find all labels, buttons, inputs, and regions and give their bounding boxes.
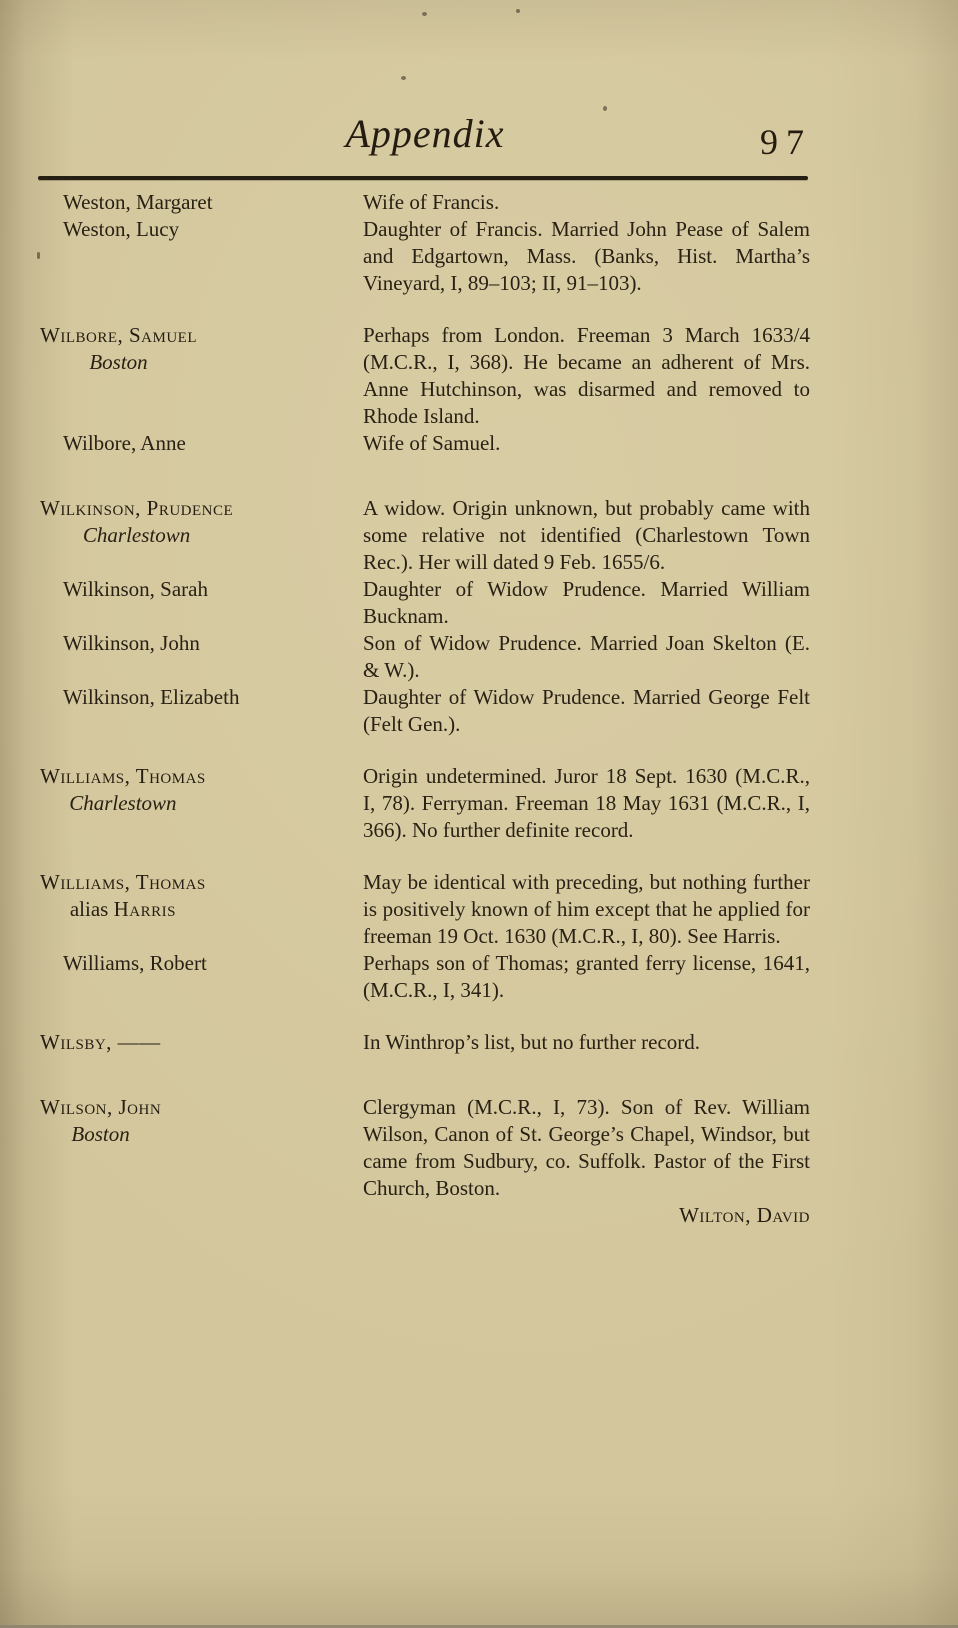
entry-description: Perhaps son of Thomas; granted ferry license, 1641, (M.C.R., I, 341). <box>363 951 810 1002</box>
entry-name-cell <box>40 684 363 711</box>
entry-head <box>40 1029 161 1056</box>
entry-subline <box>40 1121 161 1148</box>
entry-row <box>40 684 810 738</box>
entry-description: In Winthrop’s list, but no further record. <box>363 1030 701 1054</box>
entry-name: Wilkinson, Sarah <box>63 577 208 601</box>
entry-row <box>40 430 810 457</box>
entry-description: Origin undetermined. Juror 18 Sept. 1630 (M.C.R., I, 78). Ferryman. Freeman 18 May 1631 (M.C.R., I, 366). No further definite record. <box>363 764 810 842</box>
entry-name-cell <box>40 950 363 977</box>
entry-subline-prefix: alias <box>69 897 114 921</box>
entry-head <box>40 495 233 549</box>
entry-subline-text: Charlestown <box>82 523 191 547</box>
entry-name-cell <box>40 869 363 923</box>
entry-head <box>40 763 206 817</box>
entry-name: Williams, Thomas <box>40 764 206 788</box>
entry-row <box>40 576 810 630</box>
entry-description: May be identical with preceding, but nothing further is positively known of him except that he applied for freeman 19 Oct. 1630 (M.C.R., I, 80). See Harris. <box>363 870 810 948</box>
entry-row <box>40 950 810 1004</box>
entry-name: Wilkinson, Prudence <box>40 496 234 520</box>
entry-group <box>40 495 810 738</box>
entry-subline-text: Boston <box>71 1122 130 1146</box>
continuation-name: Wilton, David <box>679 1203 810 1227</box>
entry-group <box>40 189 810 297</box>
entry-description: Daughter of Francis. Married John Pease of Salem and Edgartown, Mass. (Banks, Hist. Martha’s Vineyard, I, 89–103; II, 91–103). <box>363 217 810 295</box>
entry-name: Wilbore, Anne <box>63 431 186 455</box>
entries-list <box>40 189 810 1254</box>
entry-row <box>40 630 810 684</box>
entry-subline-text: Boston <box>89 350 148 374</box>
entry-name-cell <box>40 216 363 243</box>
entry-subline <box>40 522 233 549</box>
entry-group <box>40 763 810 844</box>
entry-name: Williams, Thomas <box>40 870 206 894</box>
page-number: 97 <box>760 122 812 162</box>
entry-row <box>40 189 810 216</box>
entry-name: Wilbore, Samuel <box>40 323 197 347</box>
entry-group <box>40 1094 810 1229</box>
entry-subline-text: Charlestown <box>69 791 177 815</box>
entry-row <box>40 1094 810 1202</box>
entry-description: Daughter of Widow Prudence. Married George Felt (Felt Gen.). <box>363 685 810 736</box>
entry-description: Daughter of Widow Prudence. Married William Bucknam. <box>363 577 810 628</box>
paper-speck <box>603 106 607 111</box>
entry-subline <box>40 790 206 817</box>
entry-description: Clergyman (M.C.R., I, 73). Son of Rev. William Wilson, Canon of St. George’s Chapel, Windsor, but came from Sudbury, co. Suffolk. Pastor of the First Church, Boston. <box>363 1095 810 1200</box>
entry-head <box>40 1094 161 1148</box>
paper-speck <box>516 9 520 13</box>
entry-row <box>40 216 810 297</box>
entry-name: Weston, Margaret <box>63 190 213 214</box>
entry-description: Perhaps from London. Freeman 3 March 1633/4 (M.C.R., I, 368). He became an adherent of Mrs. Anne Hutchinson, was disarmed and removed to Rhode Island. <box>363 323 810 428</box>
entry-name-cell <box>40 322 363 376</box>
entry-subline <box>40 896 206 923</box>
entry-head <box>40 869 206 923</box>
entry-name-cell <box>40 495 363 549</box>
entry-name-cell <box>40 1029 363 1056</box>
entry-name: Wilkinson, John <box>63 631 200 655</box>
entry-subline <box>40 349 197 376</box>
entry-name-cell <box>40 576 363 603</box>
page-title: Appendix <box>345 111 505 156</box>
entry-name: Williams, Robert <box>63 951 207 975</box>
entry-name: Wilson, John <box>40 1095 162 1119</box>
paper-speck <box>422 12 427 16</box>
entry-name-cell <box>40 630 363 657</box>
entry-row <box>40 322 810 430</box>
entry-row <box>40 869 810 950</box>
entry-description: A widow. Origin unknown, but probably came with some relative not identified (Charlestown Town Rec.). Her will dated 9 Feb. 1655/6. <box>363 496 810 574</box>
entry-name: Weston, Lucy <box>63 217 180 241</box>
entry-subline-text: Harris <box>113 897 176 921</box>
entry-name-cell <box>40 763 363 817</box>
entry-row <box>40 1029 810 1056</box>
entry-head <box>40 322 197 376</box>
paper-speck <box>401 76 406 80</box>
entry-description: Son of Widow Prudence. Married Joan Skelton (E. & W.). <box>363 631 810 682</box>
entry-name: Wilsby, —— <box>40 1030 161 1054</box>
entry-name-cell <box>40 430 363 457</box>
entry-group <box>40 869 810 1004</box>
entry-description: Wife of Samuel. <box>363 431 501 455</box>
entry-row <box>40 495 810 576</box>
header-rule <box>38 176 808 180</box>
entry-name: Wilkinson, Elizabeth <box>63 685 240 709</box>
entry-group <box>40 322 810 457</box>
entry-row <box>40 763 810 844</box>
entry-description: Wife of Francis. <box>363 190 500 214</box>
entry-name-cell <box>40 1094 363 1148</box>
entry-group <box>40 1029 810 1056</box>
entry-name-cell <box>40 189 363 216</box>
